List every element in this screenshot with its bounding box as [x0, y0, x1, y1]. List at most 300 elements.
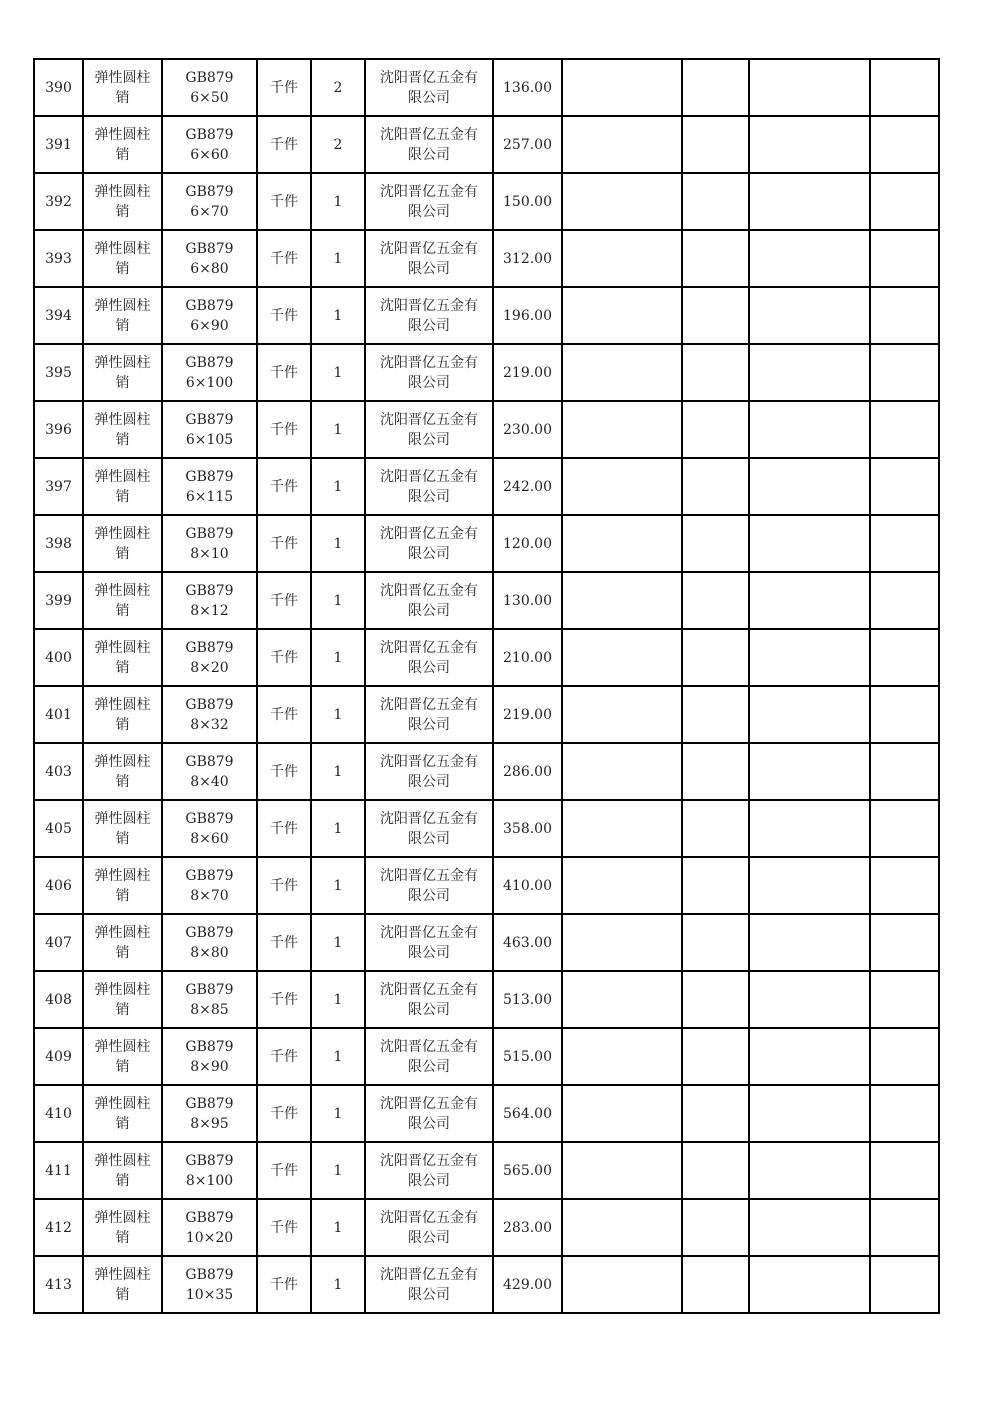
item-name-line2: 销 [115, 716, 130, 733]
price: 564.00 [503, 1105, 552, 1122]
supplier-cell [365, 914, 493, 971]
spec-size: 8×80 [190, 944, 229, 961]
unit-cell [257, 344, 311, 401]
supplier-line1: 沈阳晋亿五金有 [380, 867, 478, 884]
supplier-cell [365, 344, 493, 401]
item-name-line1: 弹性圆柱 [94, 639, 151, 656]
quantity: 1 [333, 478, 343, 495]
empty-cell [870, 515, 939, 572]
table-row [34, 59, 939, 116]
unit: 千件 [270, 79, 298, 96]
quantity: 2 [333, 136, 343, 153]
price: 283.00 [503, 1219, 552, 1236]
row-number: 400 [45, 649, 72, 666]
empty-cell [682, 629, 749, 686]
spec-cell [162, 515, 257, 572]
row-number: 395 [45, 364, 72, 381]
supplier-cell [365, 743, 493, 800]
empty-cell [682, 971, 749, 1028]
unit-cell [257, 800, 311, 857]
item-name-line1: 弹性圆柱 [94, 69, 151, 86]
supplier-line1: 沈阳晋亿五金有 [380, 1266, 478, 1283]
quantity-cell [311, 800, 365, 857]
unit-cell [257, 857, 311, 914]
row-number-cell [34, 344, 83, 401]
supplier-cell [365, 857, 493, 914]
item-name-cell [83, 857, 162, 914]
empty-cell [749, 287, 870, 344]
price-cell [493, 173, 562, 230]
supplier-cell [365, 1142, 493, 1199]
empty-cell [870, 230, 939, 287]
item-name-line2: 销 [115, 488, 130, 505]
empty-cell [749, 1256, 870, 1313]
item-name-cell [83, 1199, 162, 1256]
row-number-cell [34, 743, 83, 800]
price-cell [493, 1199, 562, 1256]
supplier-line1: 沈阳晋亿五金有 [380, 753, 478, 770]
price-cell [493, 1028, 562, 1085]
table-row [34, 401, 939, 458]
supplier-line2: 限公司 [408, 89, 450, 106]
unit: 千件 [270, 250, 298, 267]
quantity-cell [311, 1028, 365, 1085]
supplier-line2: 限公司 [408, 1058, 450, 1075]
empty-cell [870, 914, 939, 971]
empty-cell [562, 800, 682, 857]
unit: 千件 [270, 421, 298, 438]
item-name-cell [83, 686, 162, 743]
item-name-cell [83, 458, 162, 515]
row-number: 409 [45, 1048, 72, 1065]
spec-size: 8×10 [190, 545, 229, 562]
supplier-line1: 沈阳晋亿五金有 [380, 183, 478, 200]
spec-cell [162, 173, 257, 230]
empty-cell [682, 686, 749, 743]
quantity: 1 [333, 592, 343, 609]
table-row [34, 344, 939, 401]
empty-cell [562, 116, 682, 173]
spec-cell [162, 116, 257, 173]
price-cell [493, 857, 562, 914]
unit: 千件 [270, 1105, 298, 1122]
spec-standard: GB879 [185, 1095, 234, 1112]
row-number: 391 [45, 136, 72, 153]
quantity: 1 [333, 1219, 343, 1236]
unit-cell [257, 230, 311, 287]
supplier-line2: 限公司 [408, 602, 450, 619]
empty-cell [749, 572, 870, 629]
table-row [34, 1142, 939, 1199]
spec-size: 6×60 [190, 146, 229, 163]
table-row [34, 629, 939, 686]
empty-cell [749, 1085, 870, 1142]
spec-standard: GB879 [185, 354, 234, 371]
item-name-line2: 销 [115, 1229, 130, 1246]
empty-cell [682, 1199, 749, 1256]
spec-size: 6×80 [190, 260, 229, 277]
unit: 千件 [270, 592, 298, 609]
item-name-cell [83, 344, 162, 401]
supplier-cell [365, 173, 493, 230]
quantity-cell [311, 1142, 365, 1199]
spec-size: 8×95 [190, 1115, 229, 1132]
price-cell [493, 287, 562, 344]
supplier-line2: 限公司 [408, 260, 450, 277]
price-cell [493, 401, 562, 458]
table-row [34, 173, 939, 230]
row-number-cell [34, 1142, 83, 1199]
row-number: 405 [45, 820, 72, 837]
item-name-line2: 销 [115, 1115, 130, 1132]
item-name-line1: 弹性圆柱 [94, 1095, 151, 1112]
unit-cell [257, 743, 311, 800]
empty-cell [870, 1142, 939, 1199]
quantity-cell [311, 173, 365, 230]
empty-cell [749, 401, 870, 458]
quantity-cell [311, 230, 365, 287]
price-cell [493, 1085, 562, 1142]
price: 196.00 [503, 307, 552, 324]
item-name-line1: 弹性圆柱 [94, 696, 151, 713]
price-cell [493, 1142, 562, 1199]
spec-standard: GB879 [185, 1038, 234, 1055]
spec-standard: GB879 [185, 126, 234, 143]
spec-cell [162, 971, 257, 1028]
unit: 千件 [270, 307, 298, 324]
empty-cell [562, 401, 682, 458]
price-cell [493, 59, 562, 116]
unit-cell [257, 458, 311, 515]
item-name-line1: 弹性圆柱 [94, 1152, 151, 1169]
supplier-line1: 沈阳晋亿五金有 [380, 354, 478, 371]
supplier-cell [365, 1199, 493, 1256]
unit-cell [257, 401, 311, 458]
empty-cell [749, 59, 870, 116]
spec-size: 6×90 [190, 317, 229, 334]
table-row [34, 515, 939, 572]
empty-cell [562, 515, 682, 572]
item-name-line2: 销 [115, 545, 130, 562]
item-name-line2: 销 [115, 830, 130, 847]
spec-standard: GB879 [185, 183, 234, 200]
spec-cell [162, 59, 257, 116]
supplier-line2: 限公司 [408, 1001, 450, 1018]
row-number: 408 [45, 991, 72, 1008]
quantity-cell [311, 914, 365, 971]
supplier-line1: 沈阳晋亿五金有 [380, 639, 478, 656]
item-name-line1: 弹性圆柱 [94, 240, 151, 257]
price: 463.00 [503, 934, 552, 951]
unit-cell [257, 59, 311, 116]
item-name-line1: 弹性圆柱 [94, 183, 151, 200]
spec-size: 6×115 [185, 488, 234, 505]
table-row [34, 800, 939, 857]
price: 219.00 [503, 364, 552, 381]
price-cell [493, 515, 562, 572]
empty-cell [749, 800, 870, 857]
spec-size: 8×12 [190, 602, 229, 619]
supplier-line2: 限公司 [408, 659, 450, 676]
spec-standard: GB879 [185, 867, 234, 884]
row-number-cell [34, 1085, 83, 1142]
row-number: 394 [45, 307, 72, 324]
empty-cell [562, 914, 682, 971]
spec-cell [162, 914, 257, 971]
spec-size: 8×70 [190, 887, 229, 904]
empty-cell [562, 686, 682, 743]
spec-size: 8×60 [190, 830, 229, 847]
item-name-line2: 销 [115, 773, 130, 790]
spec-size: 6×50 [190, 89, 229, 106]
empty-cell [870, 458, 939, 515]
empty-cell [870, 857, 939, 914]
supplier-line2: 限公司 [408, 545, 450, 562]
empty-cell [749, 515, 870, 572]
quantity-cell [311, 743, 365, 800]
spec-standard: GB879 [185, 1152, 234, 1169]
spec-standard: GB879 [185, 297, 234, 314]
price: 136.00 [503, 79, 552, 96]
item-name-line2: 销 [115, 944, 130, 961]
unit-cell [257, 1199, 311, 1256]
supplier-line1: 沈阳晋亿五金有 [380, 297, 478, 314]
unit-cell [257, 116, 311, 173]
empty-cell [562, 629, 682, 686]
empty-cell [749, 116, 870, 173]
price-cell [493, 686, 562, 743]
supplier-cell [365, 572, 493, 629]
quantity: 1 [333, 193, 343, 210]
empty-cell [682, 800, 749, 857]
row-number-cell [34, 1199, 83, 1256]
empty-cell [870, 686, 939, 743]
unit: 千件 [270, 820, 298, 837]
unit: 千件 [270, 649, 298, 666]
supplier-line1: 沈阳晋亿五金有 [380, 1152, 478, 1169]
empty-cell [562, 173, 682, 230]
empty-cell [870, 287, 939, 344]
empty-cell [682, 1028, 749, 1085]
quantity: 1 [333, 1048, 343, 1065]
empty-cell [682, 743, 749, 800]
item-name-cell [83, 173, 162, 230]
supplier-line2: 限公司 [408, 830, 450, 847]
row-number-cell [34, 287, 83, 344]
unit-cell [257, 1256, 311, 1313]
supplier-cell [365, 686, 493, 743]
item-name-line2: 销 [115, 659, 130, 676]
spec-size: 8×90 [190, 1058, 229, 1075]
empty-cell [749, 914, 870, 971]
supplier-line2: 限公司 [408, 146, 450, 163]
empty-cell [562, 59, 682, 116]
empty-cell [749, 857, 870, 914]
item-name-line1: 弹性圆柱 [94, 924, 151, 941]
empty-cell [870, 1256, 939, 1313]
price-cell [493, 629, 562, 686]
spec-cell [162, 230, 257, 287]
quantity-cell [311, 1085, 365, 1142]
supplier-line2: 限公司 [408, 716, 450, 733]
row-number: 399 [45, 592, 72, 609]
item-name-cell [83, 1142, 162, 1199]
spec-size: 10×20 [185, 1229, 234, 1246]
item-name-line2: 销 [115, 431, 130, 448]
quantity: 1 [333, 706, 343, 723]
item-name-line2: 销 [115, 1058, 130, 1075]
row-number-cell [34, 1028, 83, 1085]
unit-cell [257, 572, 311, 629]
item-name-cell [83, 1028, 162, 1085]
unit-cell [257, 287, 311, 344]
row-number: 406 [45, 877, 72, 894]
quantity: 1 [333, 820, 343, 837]
spec-standard: GB879 [185, 1209, 234, 1226]
supplier-line1: 沈阳晋亿五金有 [380, 696, 478, 713]
spec-standard: GB879 [185, 639, 234, 656]
supplier-line1: 沈阳晋亿五金有 [380, 69, 478, 86]
item-name-line1: 弹性圆柱 [94, 1209, 151, 1226]
price: 219.00 [503, 706, 552, 723]
price: 513.00 [503, 991, 552, 1008]
unit-cell [257, 914, 311, 971]
price-cell [493, 344, 562, 401]
empty-cell [562, 1028, 682, 1085]
unit: 千件 [270, 1276, 298, 1293]
empty-cell [682, 287, 749, 344]
unit: 千件 [270, 991, 298, 1008]
unit-cell [257, 629, 311, 686]
supplier-line2: 限公司 [408, 317, 450, 334]
price: 565.00 [503, 1162, 552, 1179]
supplier-line2: 限公司 [408, 374, 450, 391]
quantity: 1 [333, 877, 343, 894]
item-name-cell [83, 1256, 162, 1313]
empty-cell [749, 344, 870, 401]
row-number-cell [34, 914, 83, 971]
spec-cell [162, 1085, 257, 1142]
row-number-cell [34, 230, 83, 287]
price: 312.00 [503, 250, 552, 267]
supplier-cell [365, 800, 493, 857]
price: 358.00 [503, 820, 552, 837]
row-number: 410 [45, 1105, 72, 1122]
empty-cell [870, 344, 939, 401]
empty-cell [682, 173, 749, 230]
price: 429.00 [503, 1276, 552, 1293]
spec-cell [162, 1199, 257, 1256]
item-name-line1: 弹性圆柱 [94, 354, 151, 371]
supplier-line1: 沈阳晋亿五金有 [380, 981, 478, 998]
table-body [34, 59, 939, 1313]
row-number-cell [34, 800, 83, 857]
spec-cell [162, 287, 257, 344]
quantity: 2 [333, 79, 343, 96]
item-name-line2: 销 [115, 260, 130, 277]
spec-standard: GB879 [185, 582, 234, 599]
empty-cell [870, 1199, 939, 1256]
unit: 千件 [270, 136, 298, 153]
empty-cell [682, 1256, 749, 1313]
row-number: 401 [45, 706, 72, 723]
spec-cell [162, 1028, 257, 1085]
quantity: 1 [333, 535, 343, 552]
empty-cell [562, 1085, 682, 1142]
empty-cell [562, 572, 682, 629]
row-number-cell [34, 686, 83, 743]
item-name-line1: 弹性圆柱 [94, 297, 151, 314]
price-cell [493, 458, 562, 515]
item-name-line1: 弹性圆柱 [94, 810, 151, 827]
unit-cell [257, 1028, 311, 1085]
row-number: 392 [45, 193, 72, 210]
row-number-cell [34, 629, 83, 686]
item-name-cell [83, 287, 162, 344]
empty-cell [682, 515, 749, 572]
supplier-cell [365, 515, 493, 572]
spec-cell [162, 401, 257, 458]
row-number-cell [34, 173, 83, 230]
supplier-cell [365, 1085, 493, 1142]
spec-standard: GB879 [185, 69, 234, 86]
unit: 千件 [270, 478, 298, 495]
item-name-line1: 弹性圆柱 [94, 867, 151, 884]
item-name-line1: 弹性圆柱 [94, 582, 151, 599]
row-number: 412 [45, 1219, 72, 1236]
spec-size: 8×20 [190, 659, 229, 676]
row-number: 403 [45, 763, 72, 780]
row-number: 407 [45, 934, 72, 951]
price: 230.00 [503, 421, 552, 438]
item-name-line1: 弹性圆柱 [94, 1266, 151, 1283]
item-name-cell [83, 116, 162, 173]
item-name-cell [83, 743, 162, 800]
item-name-cell [83, 1085, 162, 1142]
price: 210.00 [503, 649, 552, 666]
empty-cell [870, 116, 939, 173]
empty-cell [749, 971, 870, 1028]
price: 242.00 [503, 478, 552, 495]
price: 515.00 [503, 1048, 552, 1065]
spec-cell [162, 743, 257, 800]
unit-cell [257, 173, 311, 230]
spec-size: 6×70 [190, 203, 229, 220]
spec-standard: GB879 [185, 810, 234, 827]
unit: 千件 [270, 934, 298, 951]
empty-cell [682, 344, 749, 401]
empty-cell [682, 230, 749, 287]
price: 410.00 [503, 877, 552, 894]
supplier-line1: 沈阳晋亿五金有 [380, 582, 478, 599]
row-number-cell [34, 1256, 83, 1313]
spec-size: 10×35 [185, 1286, 234, 1303]
supplier-line2: 限公司 [408, 431, 450, 448]
item-name-cell [83, 572, 162, 629]
empty-cell [749, 743, 870, 800]
quantity: 1 [333, 934, 343, 951]
item-name-line2: 销 [115, 317, 130, 334]
spec-standard: GB879 [185, 924, 234, 941]
unit-cell [257, 515, 311, 572]
empty-cell [870, 59, 939, 116]
table-row [34, 857, 939, 914]
table-row [34, 572, 939, 629]
table-row [34, 230, 939, 287]
supplier-line2: 限公司 [408, 944, 450, 961]
supplier-line1: 沈阳晋亿五金有 [380, 525, 478, 542]
empty-cell [870, 1028, 939, 1085]
